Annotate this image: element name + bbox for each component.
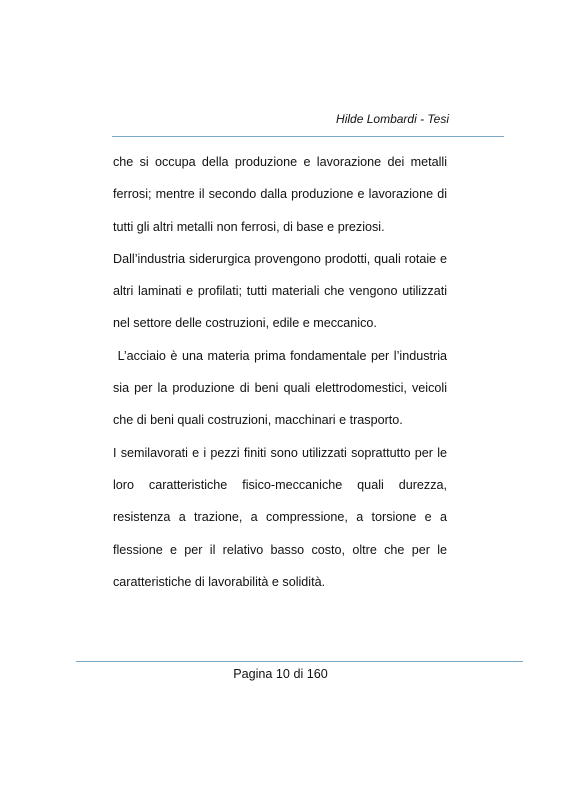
paragraph-4: I semilavorati e i pezzi finiti sono utilizzati soprattutto per le loro caratteristiche fisico-meccaniche quali durezza, resistenza a trazione, a compressione, a torsione e a flessione e per il relativo basso costo, oltre che per le caratteristiche di lavorabilità e solidità. <box>113 445 447 589</box>
paragraph-3: L’acciaio è una materia prima fondamentale per l’industria sia per la produzione di beni quali elettrodomestici, veicoli che di beni quali costruzioni, macchinari e trasporto. <box>113 348 451 428</box>
body-text <box>113 146 451 598</box>
paragraph-2: Dall’industria siderurgica provengono prodotti, quali rotaie e altri laminati e profilati; tutti materiali che vengono utilizzati nel settore delle costruzioni, edile e meccanico. <box>113 251 447 331</box>
page-number: Pagina 10 di 160 <box>233 667 328 681</box>
paragraph-1: che si occupa della produzione e lavorazione dei metalli ferrosi; mentre il secondo dalla produzione e lavorazione di tutti gli altri metalli non ferrosi, di base e preziosi. <box>113 155 447 234</box>
header-divider <box>112 136 504 137</box>
running-header: Hilde Lombardi - Tesi <box>336 112 449 126</box>
footer-divider <box>76 661 523 662</box>
